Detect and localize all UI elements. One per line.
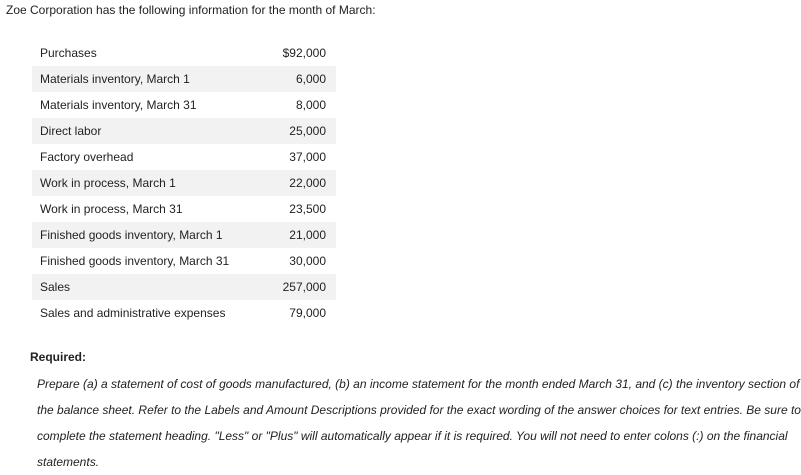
table-row	[32, 170, 336, 196]
row-label: Materials inventory, March 1	[32, 66, 260, 92]
row-value: 21,000	[260, 222, 336, 248]
table-row	[32, 274, 336, 300]
table-row	[32, 196, 336, 222]
table-row	[32, 248, 336, 274]
row-value: 25,000	[260, 118, 336, 144]
row-label: Purchases	[40, 46, 97, 60]
info-table	[32, 40, 336, 326]
required-heading: Required:	[30, 350, 87, 364]
table-row	[32, 222, 336, 248]
row-label: Direct labor	[32, 118, 260, 144]
row-value: 8,000	[295, 98, 326, 112]
row-value: 22,000	[260, 170, 336, 196]
table-row	[32, 144, 336, 170]
row-value: 6,000	[260, 66, 336, 92]
row-label: Finished goods inventory, March 1	[32, 222, 260, 248]
row-value: 257,000	[260, 274, 336, 300]
row-value: $92,000	[282, 46, 326, 60]
row-value: 23,500	[289, 202, 326, 216]
row-label: Finished goods inventory, March 31	[40, 254, 230, 268]
row-label: Sales and administrative expenses	[40, 306, 226, 320]
row-label: Work in process, March 31	[40, 202, 183, 216]
instructions-text: Prepare (a) a statement of cost of goods manufactured, (b) an income statement for the month ended March 31, and (c) the inventory section of the balance sheet. Refer to the Labels and Amount Descriptions provided for the exact wording of the answer choices for text entries. Be sure to complete the statement heading. "Less" or "Plus" will automatically appear if it is required. You will not need to enter colons (:) on the financial statements.	[37, 377, 801, 469]
table-row	[32, 118, 336, 144]
table-row	[32, 300, 336, 326]
row-label: Work in process, March 1	[32, 170, 260, 196]
table-row	[32, 66, 336, 92]
row-label: Factory overhead	[40, 150, 134, 164]
table-row	[32, 92, 336, 118]
table-row	[32, 40, 336, 66]
row-value: 30,000	[289, 254, 326, 268]
row-label: Materials inventory, March 31	[40, 98, 197, 112]
row-value: 37,000	[289, 150, 326, 164]
row-value: 79,000	[289, 306, 326, 320]
intro-text: Zoe Corporation has the following information for the month of March:	[6, 3, 376, 17]
row-label: Sales	[32, 274, 260, 300]
